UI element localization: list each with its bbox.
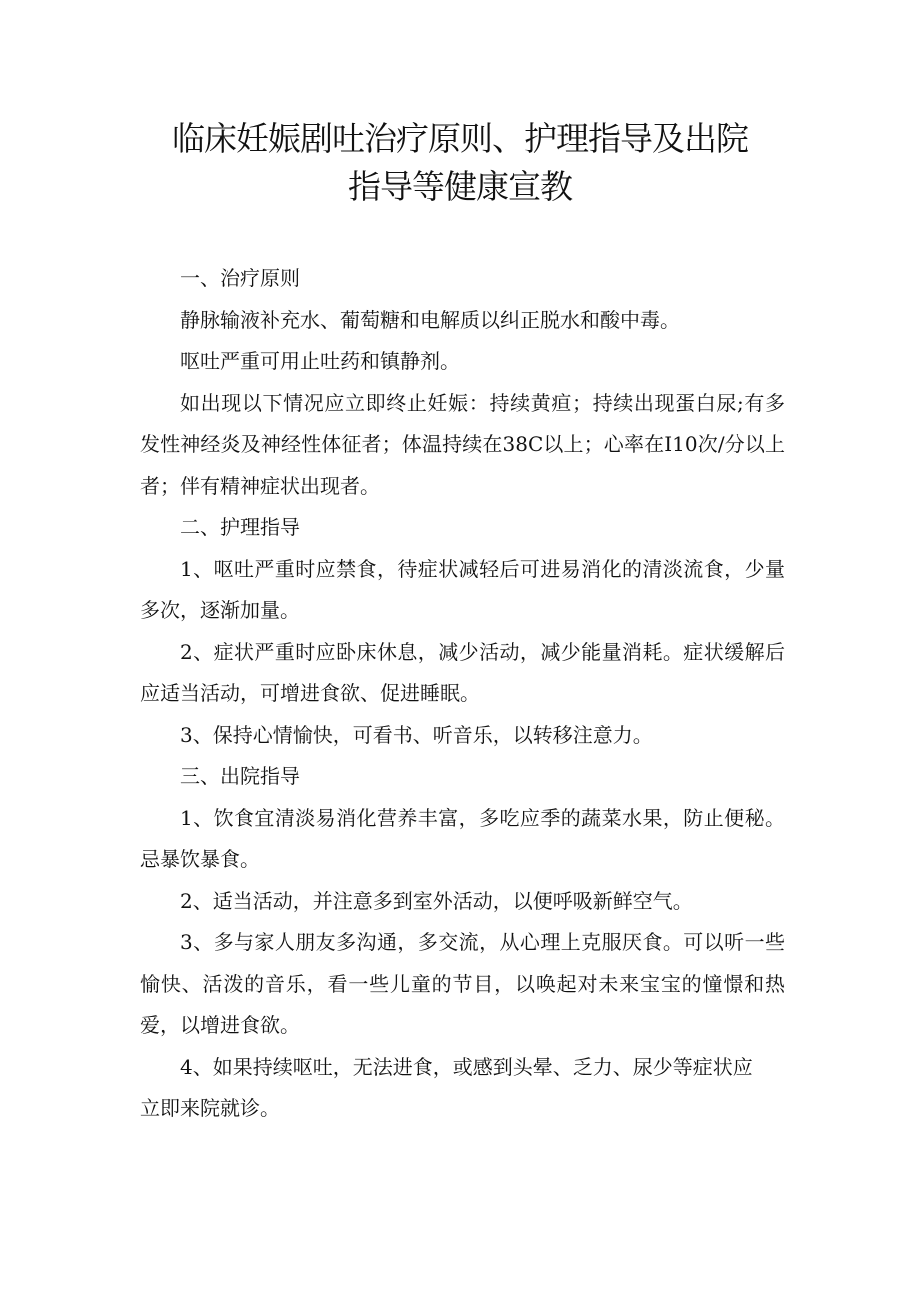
document-title-line-1: 临床妊娠剧吐治疗原则、护理指导及出院 (172, 119, 748, 158)
paragraph-discharge-1: 1、饮食宜清淡易消化营养丰富，多吃应季的蔬菜水果，防止便秘。忌暴饮暴食。 (140, 805, 785, 871)
paragraph-termination-criteria: 如出现以下情况应立即终止妊娠：持续黄疸；持续出现蛋白尿;有多发性神经炎及神经性体征者；体温持续在38C以上；心率在I10次/分以上者；伴有精神症状出现者。 (140, 390, 785, 498)
paragraph-antiemetics: 呕吐严重可用止吐药和镇静剂。 (180, 349, 460, 373)
paragraph-discharge-3: 3、多与家人朋友多沟通，多交流，从心理上克服厌食。可以听一些愉快、活泼的音乐，看一些儿童的节目，以唤起对未来宝宝的憧憬和热爱，以增进食欲。 (140, 930, 785, 1037)
section-heading-discharge: 三、出院指导 (180, 764, 300, 788)
document-body (140, 258, 785, 1130)
paragraph-discharge-2: 2、适当活动，并注意多到室外活动，以便呼吸新鲜空气。 (180, 888, 693, 913)
paragraph-nursing-2: 2、症状严重时应卧床休息，减少活动，减少能量消耗。症状缓解后应适当活动，可增进食欲、促进睡眠。 (140, 639, 785, 705)
document-title-line-2: 指导等健康宣教 (348, 167, 572, 206)
paragraph-discharge-4-continued: 立即来院就诊。 (140, 1096, 280, 1120)
paragraph-nursing-1: 1、呕吐严重时应禁食，待症状减轻后可进易消化的清淡流食，少量多次，逐渐加量。 (140, 556, 785, 622)
paragraph-iv-fluids: 静脉输液补充水、葡萄糖和电解质以纠正脱水和酸中毒。 (180, 307, 680, 332)
section-heading-nursing: 二、护理指导 (180, 515, 300, 539)
paragraph-discharge-4: 4、如果持续呕吐，无法进食，或感到头晕、乏力、尿少等症状应 (180, 1054, 753, 1079)
section-heading-treatment: 一、治疗原则 (180, 266, 300, 290)
paragraph-nursing-3: 3、保持心情愉快，可看书、听音乐，以转移注意力。 (180, 722, 653, 747)
